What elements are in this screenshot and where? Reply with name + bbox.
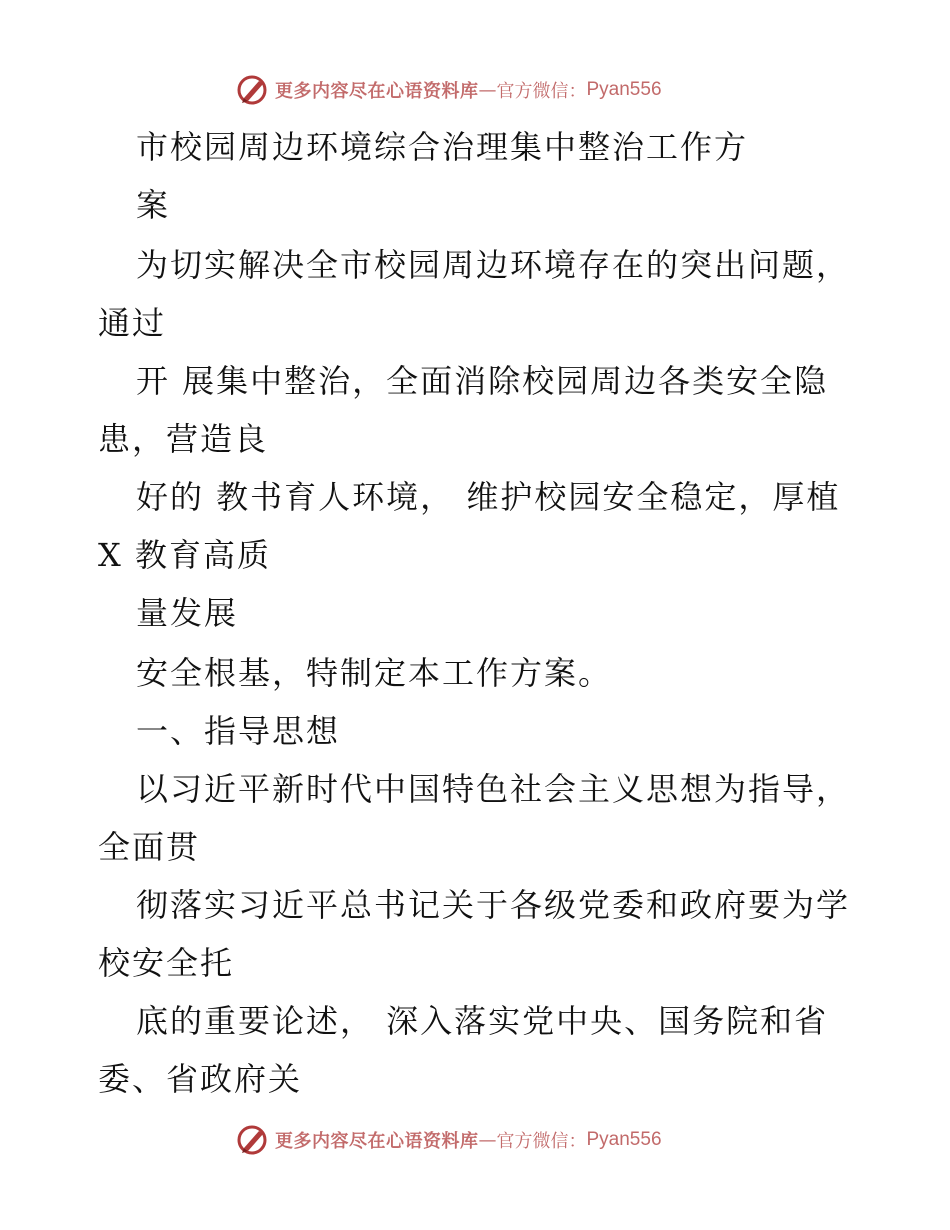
paragraph-line: 开 展集中整治，全面消除校园周边各类安全隐 (136, 362, 829, 400)
watermark-main-text: 更多内容尽在心语资料库 (275, 1131, 479, 1152)
pen-circle-logo-icon (235, 1123, 269, 1157)
watermark-sub-text: 官方微信： (496, 81, 587, 102)
header-watermark (0, 68, 950, 112)
paragraph-line: 通过 (98, 304, 167, 342)
document-title-line-2: 案 (136, 186, 171, 224)
paragraph-line: X 教育高质 (98, 536, 271, 574)
paragraph-line: 校安全托 (98, 944, 235, 982)
paragraph-line: 好的 教书育人环境， 维护校园安全稳定，厚植 (136, 478, 841, 516)
section-heading: 一、指导思想 (136, 712, 341, 750)
paragraph-line: 全面贯 (98, 828, 201, 866)
watermark-separator: — (478, 79, 497, 101)
watermark-wechat-id: Pyan556 (586, 79, 662, 100)
watermark-content (235, 1118, 662, 1162)
watermark-main-text: 更多内容尽在心语资料库 (275, 81, 479, 102)
paragraph-line: 量发展 (136, 594, 239, 632)
watermark-separator: — (478, 1129, 497, 1151)
paragraph-line: 以习近平新时代中国特色社会主义思想为指导， (136, 770, 851, 808)
paragraph-line: 底的重要论述， 深入落实党中央、国务院和省 (136, 1002, 829, 1040)
pen-circle-logo-icon (235, 73, 269, 107)
document-title-line-1: 市校园周边环境综合治理集中整治工作方 (136, 128, 749, 166)
watermark-content (235, 68, 662, 112)
paragraph-line: 委、省政府关 (98, 1060, 303, 1098)
paragraph-line: 患，营造良 (98, 420, 269, 458)
watermark-wechat-id: Pyan556 (586, 1129, 662, 1150)
paragraph-line: 为切实解决全市校园周边环境存在的突出问题， (136, 246, 851, 284)
watermark-sub-text: 官方微信： (496, 1131, 587, 1152)
paragraph-line: 彻落实习近平总书记关于各级党委和政府要为学 (136, 886, 851, 924)
footer-watermark (0, 1118, 950, 1162)
paragraph-line: 安全根基，特制定本工作方案。 (136, 654, 613, 692)
